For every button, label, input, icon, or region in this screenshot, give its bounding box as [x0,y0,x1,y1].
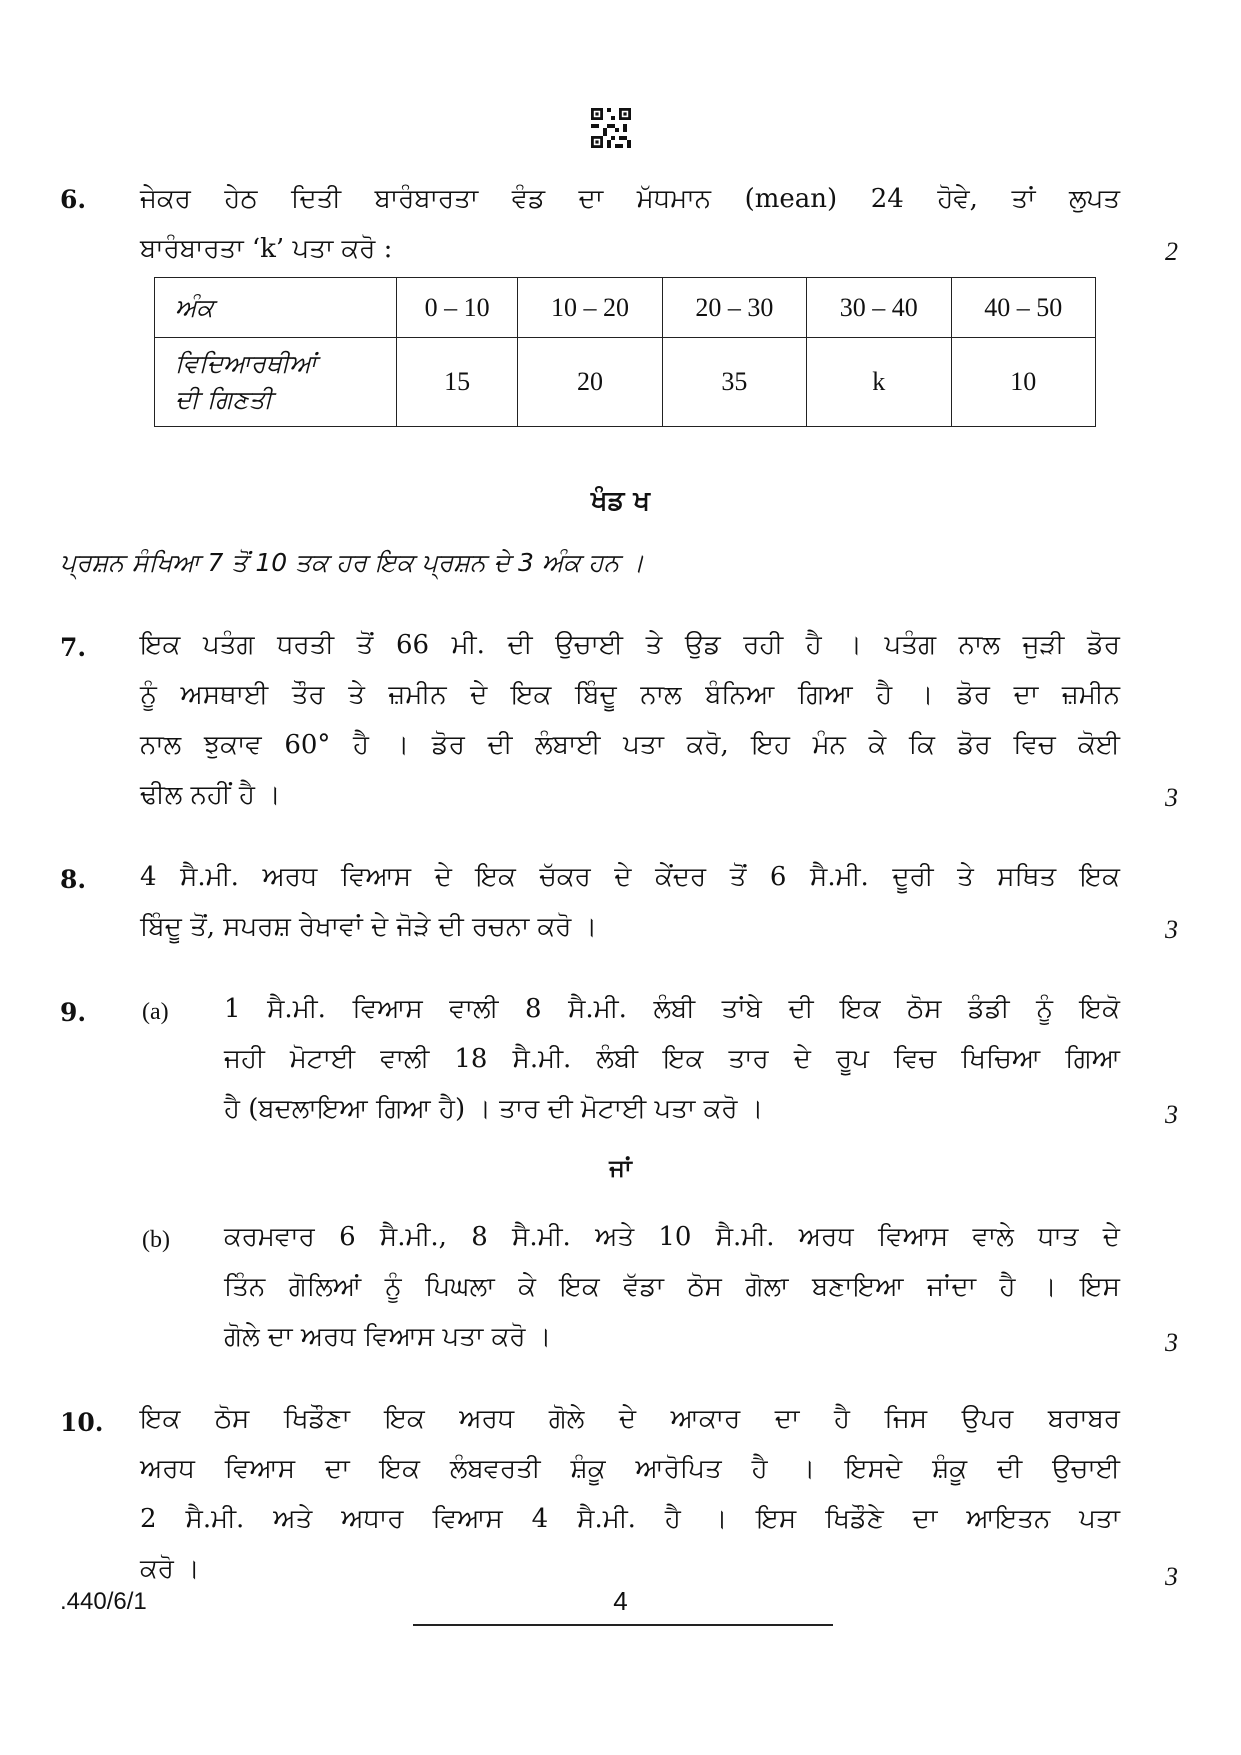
table-cell: 10 – 20 [518,278,662,338]
sub-question-label: (b) [142,1227,170,1253]
table-cell: 20 – 30 [662,278,806,338]
page-number: 4 [613,1586,628,1616]
question-text [224,984,1120,1134]
marks-label: 3 [1165,1100,1178,1129]
question-line: ਢੀਲ ਨਹੀਂ ਹੈ । [140,780,281,810]
marks-label: 3 [1165,783,1178,812]
qr-code-icon [591,108,631,148]
question-line: ਜੇਕਰ ਹੇਠ ਦਿਤੀ ਬਾਰੰਬਾਰਤਾ ਵੰਡ ਦਾ ਮੱਧਮਾਨ (mean) 24 ਹੋਵੇ, ਤਾਂ ਲੁਪਤ [140,184,1120,214]
table-row [155,338,1096,427]
marks-label: 3 [1165,1328,1178,1357]
table-label-line: ਦੀ ਗਿਣਤੀ [175,385,273,414]
sub-question-label: (a) [142,999,169,1025]
question-line: ਇਕ ਠੋਸ ਖਿਡੌਣਾ ਇਕ ਅਰਧ ਗੋਲੇ ਦੇ ਆਕਾਰ ਦਾ ਹੈ ਜਿਸ ਉਪਰ ਬਰਾਬਰ [140,1404,1120,1434]
question-text [140,620,1120,820]
question-line: ਤਿੰਨ ਗੋਲਿਆਂ ਨੂੰ ਪਿਘਲਾ ਕੇ ਇਕ ਵੱਡਾ ਠੋਸ ਗੋਲਾ ਬਣਾਇਆ ਜਾਂਦਾ ਹੈ । ਇਸ [224,1272,1120,1302]
table-label-line: ਵਿਦਿਆਰਥੀਆਂ [175,349,317,378]
marks-label: 2 [1165,237,1178,266]
question-line: ਗੋਲੇ ਦਾ ਅਰਧ ਵਿਆਸ ਪਤਾ ਕਰੋ । [224,1322,552,1352]
table-cell: k [807,338,951,427]
table-row [155,278,1096,338]
question-text [140,174,1120,274]
section-instruction: ਪ੍ਰਸ਼ਨ ਸੰਖਿਆ 7 ਤੋਂ 10 ਤਕ ਹਰ ਇਕ ਪ੍ਰਸ਼ਨ ਦੇ 3 ਅੰਕ ਹਨ । [60,548,645,577]
question-number: 9. [60,998,87,1027]
question-line: ਜਹੀ ਮੋਟਾਈ ਵਾਲੀ 18 ਸੈ.ਮੀ. ਲੰਬੀ ਇਕ ਤਾਰ ਦੇ ਰੂਪ ਵਿਚ ਖਿਚਿਆ ਗਿਆ [224,1044,1120,1074]
frequency-table [154,277,1096,427]
table-cell: 40 – 50 [951,278,1095,338]
question-line: ਹੈ (ਬਦਲਾਇਆ ਗਿਆ ਹੈ) । ਤਾਰ ਦੀ ਮੋਟਾਈ ਪਤਾ ਕਰੋ । [224,1094,764,1124]
table-cell: ਅੰਕ [155,278,397,338]
question-number: 10. [60,1408,104,1437]
marks-label: 3 [1165,915,1178,944]
table-cell: 35 [662,338,806,427]
question-line: ਇਕ ਪਤੰਗ ਧਰਤੀ ਤੋਂ 66 ਮੀ. ਦੀ ਉਚਾਈ ਤੇ ਉਡ ਰਹੀ ਹੈ । ਪਤੰਗ ਨਾਲ ਜੁੜੀ ਡੋਰ [140,630,1120,660]
question-line: ਅਰਧ ਵਿਆਸ ਦਾ ਇਕ ਲੰਬਵਰਤੀ ਸ਼ੰਕੂ ਆਰੋਪਿਤ ਹੈ । ਇਸਦੇ ਸ਼ੰਕੂ ਦੀ ਉਚਾਈ [140,1454,1120,1484]
question-line: ਨਾਲ ਝੁਕਾਵ 60° ਹੈ । ਡੋਰ ਦੀ ਲੰਬਾਈ ਪਤਾ ਕਰੋ, ਇਹ ਮੰਨ ਕੇ ਕਿ ਡੋਰ ਵਿਚ ਕੋਈ [140,730,1120,760]
question-line: ਕਰਮਵਾਰ 6 ਸੈ.ਮੀ., 8 ਸੈ.ਮੀ. ਅਤੇ 10 ਸੈ.ਮੀ. ਅਰਧ ਵਿਆਸ ਵਾਲੇ ਧਾਤ ਦੇ [224,1222,1120,1252]
question-number: 7. [60,633,87,662]
question-text [224,1212,1120,1362]
question-number: 6. [60,185,87,214]
table-cell [155,338,397,427]
section-title: ਖੰਡ ਖ [591,486,650,516]
table-cell: 0 – 10 [397,278,518,338]
paper-code: .440/6/1 [60,1588,147,1615]
footer-divider [413,1624,833,1626]
question-line: ਬਾਰੰਬਾਰਤਾ ‘k’ ਪਤਾ ਕਰੋ : [140,234,393,264]
table-cell: 10 [951,338,1095,427]
question-number: 8. [60,865,87,894]
marks-label: 3 [1165,1562,1178,1591]
table-cell: 20 [518,338,662,427]
question-line: 2 ਸੈ.ਮੀ. ਅਤੇ ਅਧਾਰ ਵਿਆਸ 4 ਸੈ.ਮੀ. ਹੈ । ਇਸ ਖਿਡੌਣੇ ਦਾ ਆਇਤਨ ਪਤਾ [140,1504,1120,1534]
question-line: 4 ਸੈ.ਮੀ. ਅਰਧ ਵਿਆਸ ਦੇ ਇਕ ਚੱਕਰ ਦੇ ਕੇਂਦਰ ਤੋਂ 6 ਸੈ.ਮੀ. ਦੂਰੀ ਤੇ ਸਥਿਤ ਇਕ [140,862,1120,892]
question-line: ਕਰੋ । [140,1554,200,1584]
table-cell: 15 [397,338,518,427]
question-text [140,1394,1120,1594]
table-cell: 30 – 40 [807,278,951,338]
question-text [140,852,1120,952]
question-line: ਨੂੰ ਅਸਥਾਈ ਤੌਰ ਤੇ ਜ਼ਮੀਨ ਦੇ ਇਕ ਬਿੰਦੂ ਨਾਲ ਬੰਨਿਆ ਗਿਆ ਹੈ । ਡੋਰ ਦਾ ਜ਼ਮੀਨ [140,680,1120,710]
question-line: 1 ਸੈ.ਮੀ. ਵਿਆਸ ਵਾਲੀ 8 ਸੈ.ਮੀ. ਲੰਬੀ ਤਾਂਬੇ ਦੀ ਇਕ ਠੋਸ ਡੰਡੀ ਨੂੰ ਇਕੋ [224,994,1120,1024]
or-separator: ਜਾਂ [609,1154,632,1182]
question-line: ਬਿੰਦੂ ਤੋਂ, ਸਪਰਸ਼ ਰੇਖਾਵਾਂ ਦੇ ਜੋੜੇ ਦੀ ਰਚਨਾ ਕਰੋ । [140,912,598,942]
